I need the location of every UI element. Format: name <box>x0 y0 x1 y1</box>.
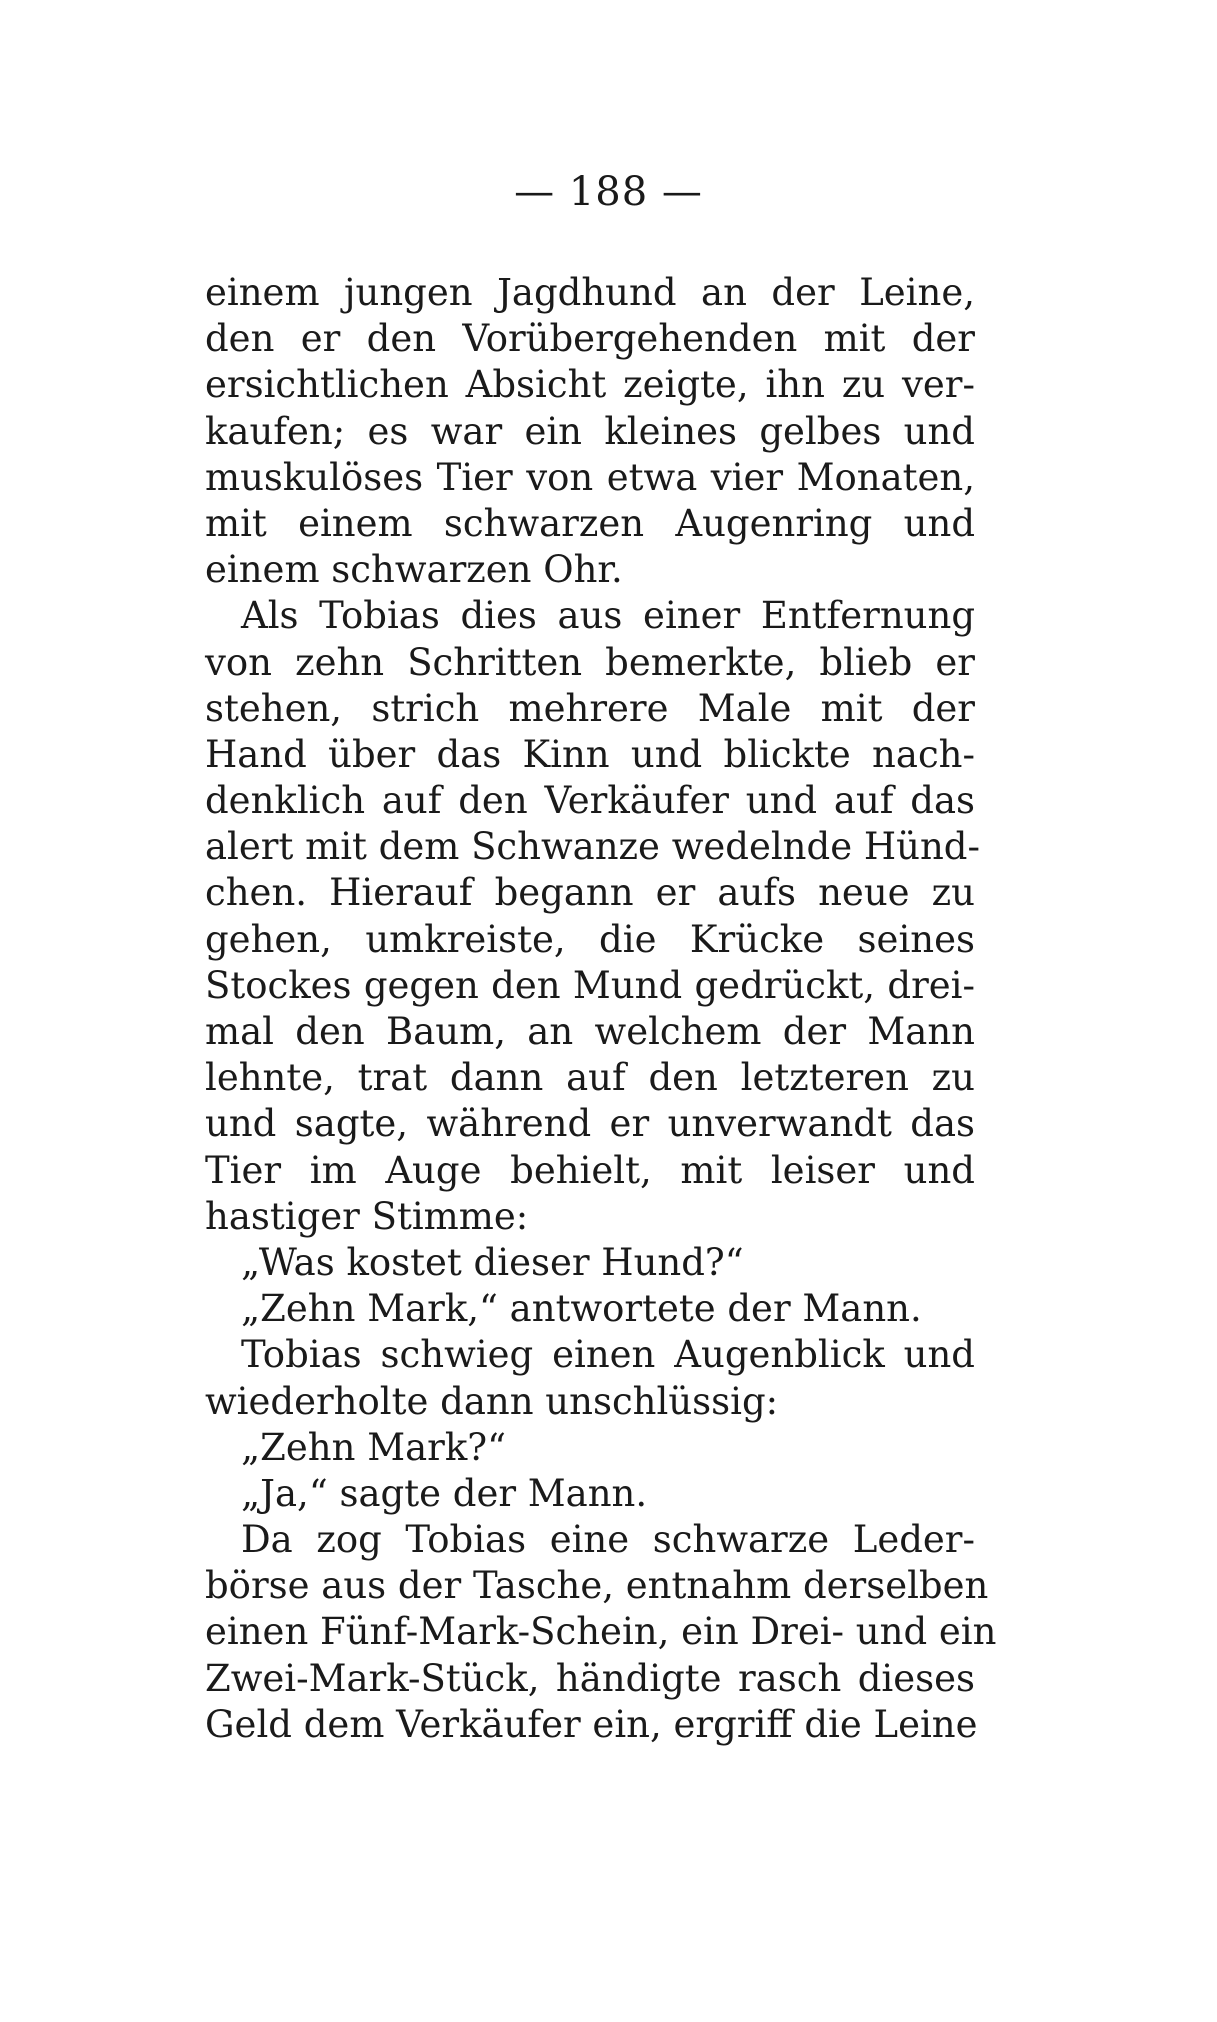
text-line: „Ja,“ sagte der Mann. <box>241 1471 648 1515</box>
text-line: muskulöses Tier von etwa vier Monaten, <box>205 455 975 499</box>
body-text <box>205 270 997 1748</box>
text-line: denklich auf den Verkäufer und auf das <box>205 779 975 823</box>
text-line: Tobias schwieg einen Augenblick und <box>241 1333 975 1377</box>
text-line: Stockes gegen den Mund gedrückt, drei- <box>205 963 975 1007</box>
text-line: gehen, umkreiste, die Krücke seines <box>205 917 975 961</box>
text-line: kaufen; es war ein kleines gelbes und <box>205 409 975 453</box>
text-line: einen Fünf-Mark-Schein, ein Drei- und ein <box>205 1610 997 1654</box>
text-line: einem schwarzen Ohr. <box>205 548 623 592</box>
text-line: hastiger Stimme: <box>205 1194 529 1238</box>
text-line: „Was kostet dieser Hund?“ <box>241 1240 744 1284</box>
text-line: den er den Vorübergehenden mit der <box>205 317 975 361</box>
text-line: Als Tobias dies aus einer Entfernung <box>241 594 975 638</box>
text-line: von zehn Schritten bemerkte, blieb er <box>205 640 975 684</box>
text-line: ersichtlichen Absicht zeigte, ihn zu ver- <box>205 363 975 407</box>
text-line: Geld dem Verkäufer ein, ergriff die Leine <box>205 1702 978 1746</box>
text-line: Da zog Tobias eine schwarze Leder- <box>241 1518 975 1562</box>
text-line: Hand über das Kinn und blickte nach- <box>205 732 975 776</box>
text-line: alert mit dem Schwanze wedelnde Hünd- <box>205 825 980 869</box>
text-line: chen. Hierauf begann er aufs neue zu <box>205 871 975 915</box>
text-line: und sagte, während er unverwandt das <box>205 1102 975 1146</box>
text-line: stehen, strich mehrere Male mit der <box>205 686 975 730</box>
text-line: wiederholte dann unschlüssig: <box>205 1379 779 1423</box>
text-line: lehnte, trat dann auf den letzteren zu <box>205 1056 975 1100</box>
text-line: Zwei-Mark-Stück, händigte rasch dieses <box>205 1656 975 1700</box>
text-line: „Zehn Mark?“ <box>241 1425 506 1469</box>
text-line: mit einem schwarzen Augenring und <box>205 501 975 545</box>
text-line: „Zehn Mark,“ antwortete der Mann. <box>241 1287 922 1331</box>
text-line: einem jungen Jagdhund an der Leine, <box>205 271 975 314</box>
text-line: Tier im Auge behielt, mit leiser und <box>205 1148 975 1192</box>
text-line: börse aus der Tasche, entnahm derselben <box>205 1564 989 1608</box>
page-number: — 188 — <box>514 169 703 215</box>
text-line: mal den Baum, an welchem der Mann <box>205 1010 975 1053</box>
